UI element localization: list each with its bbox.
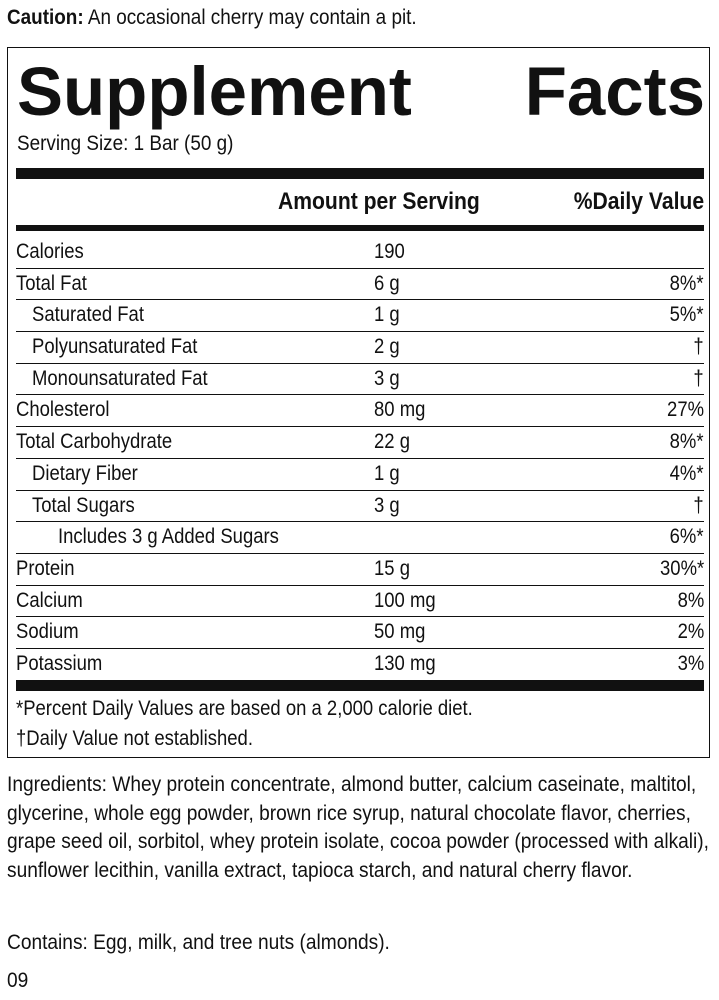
nutrient-name: Dietary Fiber [32,461,138,485]
table-row [16,364,704,396]
nutrient-name: Protein [16,556,75,580]
ingredients-text: Ingredients: Whey protein concentrate, almond butter, calcium caseinate, maltitol, glycerine, whole egg powder, brown rice syrup, natural chocolate flavor, cherries, grape seed oil, sorbitol, whey protein isolate, cocoa powder (processed with alkali), sunflower lecithin, vanilla extract, tapioca starch, and natural cherry flavor. [7,772,709,882]
nutrient-amount: 2 g [374,335,400,359]
nutrient-name: Total Fat [16,271,87,295]
serving-size: Serving Size: 1 Bar (50 g) [17,132,234,155]
nutrient-amount: 3 g [374,493,400,517]
panel-title [17,48,705,136]
nutrient-name: Total Carbohydrate [16,430,173,454]
nutrient-name: Includes 3 g Added Sugars [58,525,279,549]
nutrient-name: Polyunsaturated Fat [32,335,198,359]
allergen-statement: Contains: Egg, milk, and tree nuts (almonds). [7,930,390,954]
nutrient-name: Saturated Fat [32,303,144,327]
nutrient-daily-value: 4%* [670,461,704,485]
nutrient-table [16,237,704,680]
nutrient-daily-value: 8% [677,588,704,612]
title-word-supplement: Supplement [17,53,412,130]
nutrient-daily-value: † [693,335,704,359]
table-row [16,554,704,586]
supplement-facts-panel [7,47,710,758]
nutrient-daily-value: † [693,493,704,517]
nutrient-name: Potassium [16,651,103,675]
nutrient-daily-value: 8%* [670,430,704,454]
table-row [16,237,704,269]
nutrient-daily-value: 30%* [659,556,704,580]
header-amount: Amount per Serving [278,188,480,215]
table-row [16,395,704,427]
divider-thick-top [16,168,704,179]
divider-medium [16,225,704,231]
nutrient-name: Monounsaturated Fat [32,366,208,390]
caution-note [7,5,417,31]
nutrient-name: Calories [16,240,84,263]
nutrient-amount: 15 g [374,556,410,580]
header-daily-value: %Daily Value [573,188,704,215]
nutrient-daily-value: 2% [677,620,704,644]
nutrient-amount: 100 mg [374,588,436,612]
table-row [16,300,704,332]
table-row [16,491,704,523]
table-row [16,427,704,459]
table-header [16,182,704,222]
nutrient-amount: 50 mg [374,620,426,644]
nutrient-amount: 6 g [374,271,400,295]
nutrient-name: Total Sugars [32,493,135,517]
nutrient-amount: 80 mg [374,398,426,422]
table-row [16,522,704,554]
caution-text: An occasional cherry may contain a pit. [83,6,417,29]
table-row [16,459,704,491]
nutrient-daily-value: 5%* [670,303,704,327]
nutrient-daily-value: 27% [667,398,704,422]
divider-thick-bottom [16,680,704,691]
footnote-dagger: †Daily Value not established. [16,727,253,750]
footnote-percent-daily: *Percent Daily Values are based on a 2,000 calorie diet. [16,697,473,720]
table-row [16,649,704,680]
nutrient-daily-value: 6%* [670,525,704,549]
nutrient-amount: 3 g [374,366,400,390]
nutrient-name: Sodium [16,620,79,644]
nutrient-daily-value: 8%* [670,271,704,295]
product-code: 09 [7,968,29,992]
caution-label: Caution: [7,6,84,29]
table-row [16,332,704,364]
nutrient-amount: 1 g [374,461,400,485]
table-row [16,586,704,618]
nutrient-amount: 130 mg [374,651,436,675]
title-word-facts: Facts [524,53,705,130]
nutrient-name: Cholesterol [16,398,110,422]
nutrient-daily-value: † [693,366,704,390]
nutrient-amount: 1 g [374,303,400,327]
table-row [16,617,704,649]
nutrient-amount: 22 g [374,430,410,454]
nutrient-daily-value: 3% [677,651,704,675]
nutrient-amount: 190 [374,240,405,263]
nutrient-name: Calcium [16,588,83,612]
table-row [16,269,704,301]
